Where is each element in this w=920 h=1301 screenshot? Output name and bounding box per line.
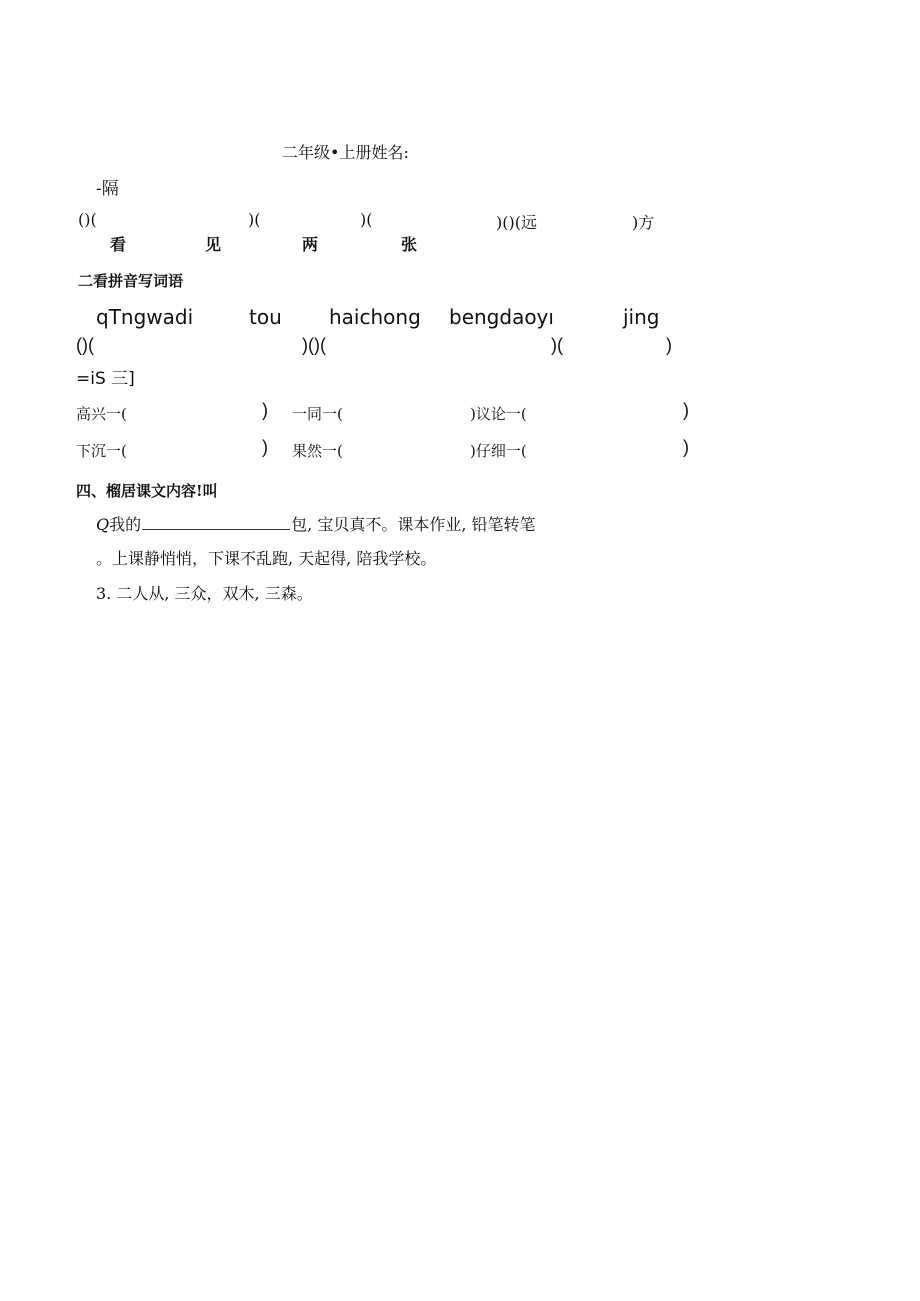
antonym-6-label: )仔细一( xyxy=(470,442,527,460)
section3-heading: =iS 三] xyxy=(76,369,135,389)
antonym-3-label: )议论一( xyxy=(470,405,527,423)
pinyin-4: bengdaoyı xyxy=(449,305,554,329)
answer-paren-3: )( xyxy=(551,335,563,355)
pinyin-1: qTngwadi xyxy=(96,305,194,329)
section2-heading: 二看拼音写词语 xyxy=(78,272,184,290)
paren-group-1: ()( xyxy=(78,210,97,229)
word-zhang: 张 xyxy=(401,235,418,254)
section4-heading: 四、榴居课文内容!叫 xyxy=(76,482,218,500)
antonym-4-label: 下沉一( xyxy=(76,442,127,460)
fill-line-2: 。上课静悄悄，下课不乱跑, 天起得, 陪我学校。 xyxy=(96,549,437,568)
word-jian: 见 xyxy=(205,235,222,254)
antonym-6-close: ) xyxy=(683,437,689,457)
paren-group-4: )()(远 xyxy=(496,213,537,232)
word-kan: 看 xyxy=(110,235,127,254)
pinyin-5: jing xyxy=(623,305,660,329)
pinyin-3: haichong xyxy=(329,305,421,329)
antonym-5-label: 果然一( xyxy=(292,442,343,460)
blank-underline xyxy=(142,515,290,530)
paren-group-5: )方 xyxy=(632,213,655,232)
fill-line-3: 3. 二人从, 三众，双木, 三森。 xyxy=(96,584,313,603)
paren-group-2: )( xyxy=(248,210,261,229)
word-liang: 两 xyxy=(302,235,319,254)
section1-heading: -隔 xyxy=(96,179,119,199)
antonym-1-close: ) xyxy=(262,400,268,420)
paren-group-3: )( xyxy=(360,210,373,229)
antonym-4-close: ) xyxy=(262,437,268,457)
fill-line-1 xyxy=(96,512,536,535)
answer-paren-2: )()( xyxy=(302,335,326,355)
worksheet-title: 二年级•上册姓名: xyxy=(282,143,409,162)
line1-text-a: 我的 xyxy=(109,515,142,534)
antonym-2-label: 一同一( xyxy=(292,405,343,423)
antonym-3-close: ) xyxy=(683,400,689,420)
answer-paren-4: ) xyxy=(666,335,672,355)
antonym-1-label: 高兴一( xyxy=(76,405,127,423)
pinyin-2: tou xyxy=(249,305,282,329)
answer-paren-1: ()( xyxy=(76,335,94,355)
line1-text-b: 包, 宝贝真不。课本作业, 铅笔转笔 xyxy=(291,515,536,534)
line1-prefix: Q xyxy=(96,515,110,534)
